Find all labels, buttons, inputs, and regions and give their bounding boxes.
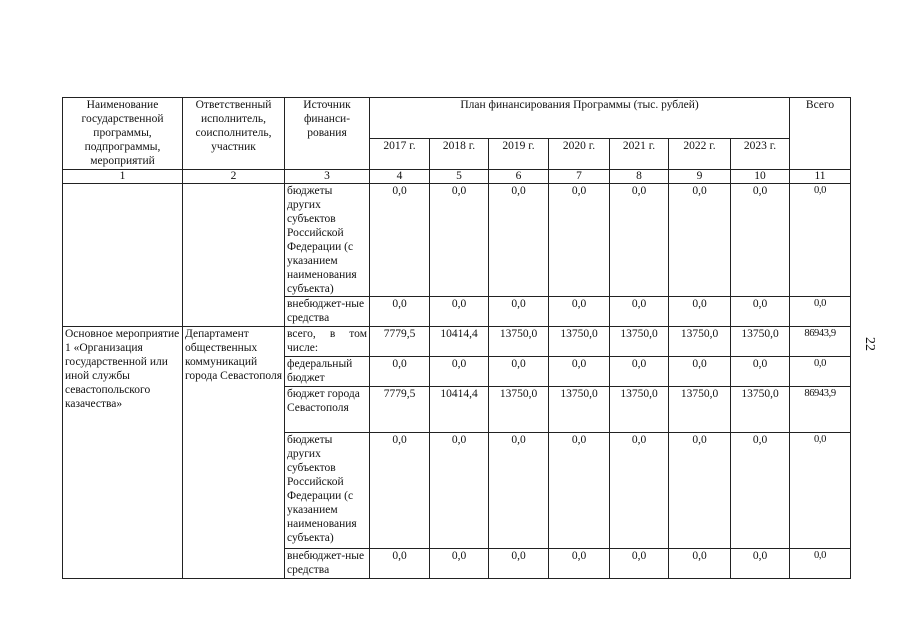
- total-cell: 0,0: [790, 549, 851, 579]
- value-cell: 0,0: [731, 184, 790, 297]
- header-row: [63, 98, 851, 139]
- value-cell: 0,0: [731, 549, 790, 579]
- value-cell: 0,0: [669, 433, 731, 549]
- column-number: 1: [63, 170, 183, 184]
- value-cell: 0,0: [669, 357, 731, 387]
- value-cell: 13750,0: [731, 327, 790, 357]
- column-number: 9: [669, 170, 731, 184]
- value-cell: 13750,0: [669, 387, 731, 433]
- value-cell: 13750,0: [489, 387, 549, 433]
- column-number: 8: [610, 170, 669, 184]
- column-number: 11: [790, 170, 851, 184]
- header-total: Всего: [790, 98, 851, 170]
- table-row: [63, 184, 851, 297]
- value-cell: 0,0: [610, 549, 669, 579]
- total-cell: 0,0: [790, 433, 851, 549]
- value-cell: 0,0: [731, 297, 790, 327]
- source-cell: федеральный бюджет: [285, 357, 370, 387]
- name-cell-empty: [63, 184, 183, 327]
- value-cell: 0,0: [489, 297, 549, 327]
- total-cell: 86943,9: [790, 387, 851, 433]
- value-cell: 10414,4: [430, 327, 489, 357]
- header-year: 2018 г.: [430, 139, 489, 170]
- column-numbers-row: [63, 170, 851, 184]
- value-cell: 0,0: [610, 357, 669, 387]
- total-cell: 0,0: [790, 184, 851, 297]
- financing-table: [62, 97, 851, 579]
- value-cell: 13750,0: [731, 387, 790, 433]
- value-cell: 0,0: [370, 549, 430, 579]
- total-cell: 0,0: [790, 297, 851, 327]
- total-cell: 0,0: [790, 357, 851, 387]
- header-name: Наименование государственной программы, подпрограммы, мероприятий: [63, 98, 183, 170]
- column-number: 2: [183, 170, 285, 184]
- value-cell: 13750,0: [669, 327, 731, 357]
- value-cell: 13750,0: [610, 387, 669, 433]
- header-year: 2021 г.: [610, 139, 669, 170]
- column-number: 7: [549, 170, 610, 184]
- value-cell: 0,0: [430, 297, 489, 327]
- value-cell: 0,0: [731, 357, 790, 387]
- responsible-cell: Департамент общественных коммуникаций города Севастополя: [183, 327, 285, 579]
- source-cell: бюджеты других субъектов Российской Федерации (с указанием наименования субъекта): [285, 184, 370, 297]
- value-cell: 0,0: [370, 184, 430, 297]
- source-cell: внебюджет-ные средства: [285, 297, 370, 327]
- value-cell: 0,0: [370, 297, 430, 327]
- page-number: 22: [862, 337, 877, 351]
- value-cell: 0,0: [549, 433, 610, 549]
- value-cell: 0,0: [489, 549, 549, 579]
- value-cell: 0,0: [549, 184, 610, 297]
- header-source: Источник финанси-рования: [285, 98, 370, 170]
- activity-name-cell: Основное мероприятие 1 «Организация государственной или иной службы севастопольского казачества»: [63, 327, 183, 579]
- value-cell: 0,0: [370, 357, 430, 387]
- column-number: 3: [285, 170, 370, 184]
- header-year: 2022 г.: [669, 139, 731, 170]
- header-responsible: Ответственный исполнитель, соисполнитель, участник: [183, 98, 285, 170]
- value-cell: 0,0: [489, 433, 549, 549]
- header-year: 2019 г.: [489, 139, 549, 170]
- value-cell: 0,0: [731, 433, 790, 549]
- value-cell: 0,0: [549, 297, 610, 327]
- value-cell: 0,0: [549, 549, 610, 579]
- value-cell: 0,0: [430, 549, 489, 579]
- table-row: [63, 327, 851, 357]
- value-cell: 10414,4: [430, 387, 489, 433]
- header-plan-title: План финансирования Программы (тыс. рублей): [370, 98, 790, 139]
- value-cell: 7779,5: [370, 327, 430, 357]
- value-cell: 0,0: [669, 549, 731, 579]
- source-cell: внебюджет-ные средства: [285, 549, 370, 579]
- value-cell: 0,0: [430, 433, 489, 549]
- value-cell: 0,0: [370, 433, 430, 549]
- value-cell: 0,0: [549, 357, 610, 387]
- column-number: 4: [370, 170, 430, 184]
- source-cell: бюджет города Севастополя: [285, 387, 370, 433]
- value-cell: 0,0: [489, 184, 549, 297]
- value-cell: 0,0: [430, 357, 489, 387]
- total-cell: 86943,9: [790, 327, 851, 357]
- value-cell: 0,0: [610, 297, 669, 327]
- value-cell: 0,0: [430, 184, 489, 297]
- column-number: 5: [430, 170, 489, 184]
- header-year: 2017 г.: [370, 139, 430, 170]
- value-cell: 0,0: [610, 433, 669, 549]
- source-cell: всего, в том числе:: [285, 327, 370, 357]
- header-year: 2020 г.: [549, 139, 610, 170]
- header-year: 2023 г.: [731, 139, 790, 170]
- value-cell: 7779,5: [370, 387, 430, 433]
- value-cell: 0,0: [489, 357, 549, 387]
- value-cell: 0,0: [610, 184, 669, 297]
- value-cell: 0,0: [669, 297, 731, 327]
- value-cell: 13750,0: [549, 327, 610, 357]
- value-cell: 13750,0: [489, 327, 549, 357]
- value-cell: 13750,0: [549, 387, 610, 433]
- value-cell: 13750,0: [610, 327, 669, 357]
- column-number: 6: [489, 170, 549, 184]
- value-cell: 0,0: [669, 184, 731, 297]
- responsible-cell-empty: [183, 184, 285, 327]
- source-cell: бюджеты других субъектов Российской Федерации (с указанием наименования субъекта): [285, 433, 370, 549]
- column-number: 10: [731, 170, 790, 184]
